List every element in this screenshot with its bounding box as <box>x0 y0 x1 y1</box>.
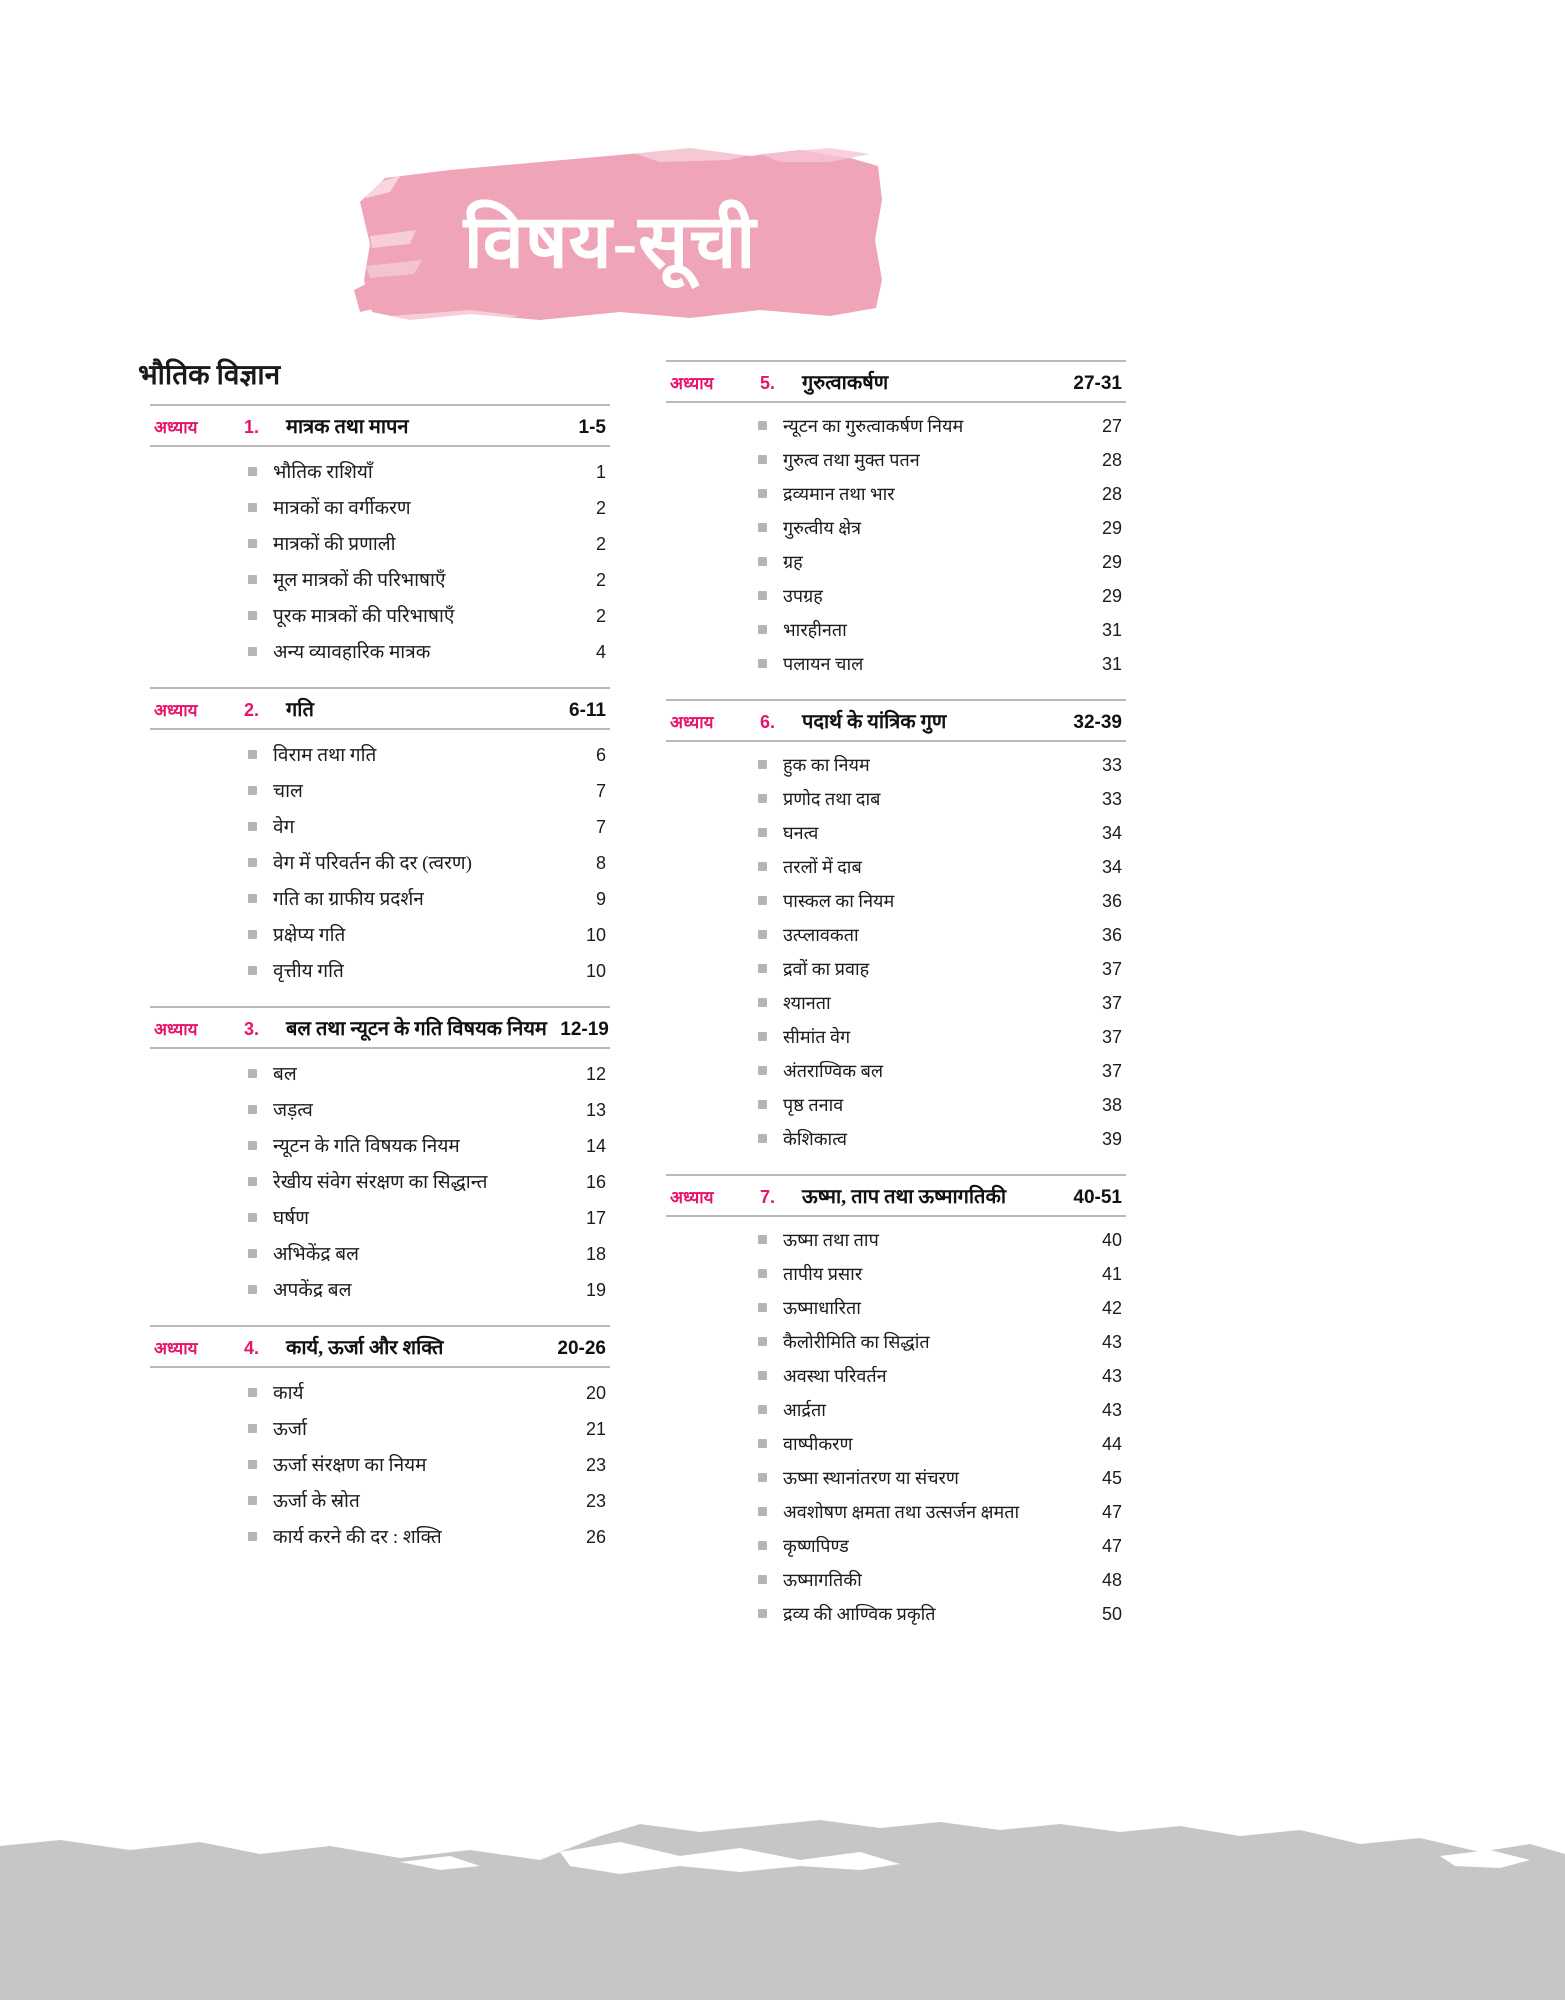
bullet-icon <box>758 625 767 634</box>
bullet-icon <box>758 1032 767 1041</box>
topic-page-number: 44 <box>1101 1434 1122 1454</box>
topic-label: कृष्णपिण्ड <box>783 1536 849 1556</box>
topic-label: रेखीय संवेग संरक्षण का सिद्धान्त <box>273 1172 488 1194</box>
bullet-icon <box>758 1405 767 1414</box>
title-banner <box>0 140 1565 335</box>
bullet-icon <box>758 862 767 871</box>
bullet-icon <box>758 1541 767 1550</box>
topic-page-number: 4 <box>595 642 606 663</box>
topic-label: अपकेंद्र बल <box>273 1280 352 1302</box>
topic-label: द्रवों का प्रवाह <box>783 959 870 979</box>
topic-page-number: 7 <box>595 781 606 802</box>
chapter-number: 4. <box>244 1338 260 1359</box>
topic-row[interactable] <box>666 816 1126 850</box>
topic-page-number: 10 <box>585 961 606 982</box>
topic-page-number: 17 <box>585 1208 606 1229</box>
topic-label: जड़त्व <box>273 1100 313 1122</box>
bullet-icon <box>248 1177 257 1186</box>
topic-page-number: 29 <box>1101 552 1122 572</box>
topic-label: भारहीनता <box>783 620 847 640</box>
topic-label: द्रव्यमान तथा भार <box>783 484 895 504</box>
chapter-page-range: 1-5 <box>578 417 606 439</box>
topic-page-number: 37 <box>1101 1061 1122 1081</box>
topic-label: श्यानता <box>783 993 831 1013</box>
topic-label: वाष्पीकरण <box>783 1434 853 1454</box>
topic-list <box>138 1055 610 1307</box>
bullet-icon <box>248 966 257 975</box>
topic-row[interactable] <box>150 1446 610 1482</box>
topic-page-number: 47 <box>1101 1502 1122 1522</box>
topic-page-number: 42 <box>1101 1298 1122 1318</box>
bullet-icon <box>758 421 767 430</box>
topic-row[interactable] <box>150 952 610 988</box>
topic-row[interactable] <box>666 511 1126 545</box>
topic-label: अवस्था परिवर्तन <box>783 1366 887 1386</box>
chapter-header-row[interactable] <box>150 404 610 447</box>
topic-page-number: 27 <box>1101 416 1122 436</box>
bullet-icon <box>758 760 767 769</box>
topic-page-number: 23 <box>585 1491 606 1512</box>
topic-label: अन्य व्यावहारिक मात्रक <box>273 642 431 664</box>
bullet-icon <box>248 539 257 548</box>
topic-page-number: 47 <box>1101 1536 1122 1556</box>
bullet-icon <box>758 1303 767 1312</box>
topic-row[interactable] <box>150 844 610 880</box>
topic-row[interactable] <box>666 1054 1126 1088</box>
topic-page-number: 28 <box>1101 484 1122 504</box>
chapter-header-row[interactable] <box>150 1006 610 1049</box>
topic-label: मात्रकों का वर्गीकरण <box>273 498 411 520</box>
bullet-icon <box>758 591 767 600</box>
topic-row[interactable] <box>150 597 610 633</box>
footer-decoration <box>0 1810 1565 2000</box>
topic-label: द्रव्य की आण्विक प्रकृति <box>783 1604 936 1624</box>
topic-row[interactable] <box>150 1518 610 1554</box>
topic-page-number: 2 <box>595 498 606 519</box>
topic-page-number: 40 <box>1101 1230 1122 1250</box>
topic-label: गुरुत्वीय क्षेत्र <box>783 518 862 538</box>
topic-row[interactable] <box>150 1055 610 1091</box>
bullet-icon <box>248 1460 257 1469</box>
bullet-icon <box>758 557 767 566</box>
topic-label: कार्य करने की दर : शक्ति <box>273 1527 442 1549</box>
chapter-title: गुरुत्वाकर्षण <box>802 372 889 394</box>
bullet-icon <box>758 1609 767 1618</box>
topic-list <box>138 453 610 669</box>
topic-page-number: 31 <box>1101 654 1122 674</box>
topic-page-number: 39 <box>1101 1129 1122 1149</box>
bullet-icon <box>758 1439 767 1448</box>
topic-label: पलायन चाल <box>783 654 864 674</box>
chapter-page-range: 32-39 <box>1073 712 1122 733</box>
topic-list <box>138 1374 610 1554</box>
topic-page-number: 9 <box>595 889 606 910</box>
topic-row[interactable] <box>666 1020 1126 1054</box>
bullet-icon <box>248 858 257 867</box>
chapter-number: 7. <box>760 1187 776 1207</box>
toc-right-column <box>654 360 1126 1649</box>
topic-label: कार्य <box>273 1383 304 1405</box>
topic-label: न्यूटन का गुरुत्वाकर्षण नियम <box>783 416 964 436</box>
page-title: विषय-सूची <box>463 201 757 284</box>
topic-page-number: 18 <box>585 1244 606 1265</box>
torn-paper-shape <box>0 1810 1565 2000</box>
topic-page-number: 45 <box>1101 1468 1122 1488</box>
bullet-icon <box>758 1575 767 1584</box>
topic-page-number: 20 <box>585 1383 606 1404</box>
chapter-number: 3. <box>244 1019 260 1040</box>
chapter-title: पदार्थ के यांत्रिक गुण <box>802 711 947 733</box>
topic-label: अवशोषण क्षमता तथा उत्सर्जन क्षमता <box>783 1502 1020 1522</box>
bullet-icon <box>758 523 767 532</box>
topic-label: वृत्तीय गति <box>273 961 344 983</box>
chapter-title: ऊष्मा, ताप तथा ऊष्मागतिकी <box>802 1186 1006 1208</box>
bullet-icon <box>248 1213 257 1222</box>
topic-row[interactable] <box>150 772 610 808</box>
chapter-title: कार्य, ऊर्जा और शक्ति <box>286 1337 444 1360</box>
bullet-icon <box>248 822 257 831</box>
topic-row[interactable] <box>150 1199 610 1235</box>
chapter-header-row[interactable] <box>666 360 1126 403</box>
bullet-icon <box>248 1141 257 1150</box>
chapter-label: अध्याय <box>154 1020 198 1040</box>
topic-label: पूरक मात्रकों की परिभाषाएँ <box>273 606 455 628</box>
bullet-icon <box>758 489 767 498</box>
topic-page-number: 34 <box>1101 857 1122 877</box>
topic-row[interactable] <box>666 1223 1126 1257</box>
chapter-label: अध्याय <box>670 374 714 393</box>
topic-row[interactable] <box>150 1410 610 1446</box>
topic-row[interactable] <box>666 748 1126 782</box>
bullet-icon <box>248 1249 257 1258</box>
bullet-icon <box>758 1371 767 1380</box>
chapter-number: 5. <box>760 373 776 393</box>
bullet-icon <box>758 1066 767 1075</box>
topic-row[interactable] <box>150 1271 610 1307</box>
bullet-icon <box>758 998 767 1007</box>
topic-page-number: 29 <box>1101 586 1122 606</box>
topic-row[interactable] <box>150 1127 610 1163</box>
topic-page-number: 50 <box>1101 1604 1122 1624</box>
topic-row[interactable] <box>150 453 610 489</box>
topic-row[interactable] <box>150 916 610 952</box>
topic-page-number: 21 <box>585 1419 606 1440</box>
chapter-page-range: 40-51 <box>1073 1187 1122 1208</box>
bullet-icon <box>758 896 767 905</box>
topic-label: प्रक्षेप्य गति <box>273 925 346 947</box>
topic-page-number: 43 <box>1101 1332 1122 1352</box>
chapter-number: 1. <box>244 417 260 438</box>
chapter-page-range: 12-19 <box>560 1019 609 1041</box>
topic-page-number: 12 <box>585 1064 606 1085</box>
bullet-icon <box>248 647 257 656</box>
topic-label: चाल <box>273 781 303 803</box>
topic-page-number: 14 <box>585 1136 606 1157</box>
chapter-title: गति <box>286 699 314 722</box>
topic-label: मात्रकों की प्रणाली <box>273 534 396 556</box>
topic-row[interactable] <box>666 1393 1126 1427</box>
bullet-icon <box>248 1532 257 1541</box>
topic-row[interactable] <box>666 443 1126 477</box>
bullet-icon <box>758 964 767 973</box>
topic-page-number: 10 <box>585 925 606 946</box>
bullet-icon <box>758 1473 767 1482</box>
bullet-icon <box>248 611 257 620</box>
toc-left-column <box>138 360 610 1572</box>
topic-row[interactable] <box>666 1597 1126 1631</box>
topic-label: पृष्ठ तनाव <box>783 1095 844 1115</box>
topic-label: गुरुत्व तथा मुक्त पतन <box>783 450 920 470</box>
bullet-icon <box>758 1337 767 1346</box>
topic-row[interactable] <box>150 736 610 772</box>
topic-page-number: 33 <box>1101 789 1122 809</box>
topic-list <box>138 736 610 988</box>
topic-page-number: 1 <box>595 462 606 483</box>
topic-label: ऊर्जा के स्रोत <box>273 1491 360 1513</box>
topic-label: गति का ग्राफीय प्रदर्शन <box>273 889 424 911</box>
topic-row[interactable] <box>150 489 610 525</box>
topic-page-number: 7 <box>595 817 606 838</box>
topic-label: ऊष्मा स्थानांतरण या संचरण <box>783 1468 959 1488</box>
chapter-header-row[interactable] <box>666 1174 1126 1217</box>
topic-row[interactable] <box>666 918 1126 952</box>
chapter-page-range: 20-26 <box>557 1338 606 1360</box>
topic-page-number: 29 <box>1101 518 1122 538</box>
topic-label: ऊर्जा संरक्षण का नियम <box>273 1455 427 1477</box>
topic-page-number: 36 <box>1101 891 1122 911</box>
topic-page-number: 2 <box>595 570 606 591</box>
topic-label: अभिकेंद्र बल <box>273 1244 359 1266</box>
topic-label: उपग्रह <box>783 586 823 606</box>
topic-label: ऊष्मागतिकी <box>783 1570 862 1590</box>
bullet-icon <box>758 1507 767 1516</box>
chapter-label: अध्याय <box>670 713 714 732</box>
topic-row[interactable] <box>666 1325 1126 1359</box>
topic-row[interactable] <box>150 1235 610 1271</box>
bullet-icon <box>248 467 257 476</box>
bullet-icon <box>248 1424 257 1433</box>
topic-row[interactable] <box>150 1374 610 1410</box>
topic-row[interactable] <box>666 1461 1126 1495</box>
chapter-label: अध्याय <box>154 1339 198 1359</box>
topic-row[interactable] <box>666 545 1126 579</box>
topic-label: कैलोरीमिति का सिद्धांत <box>783 1332 930 1352</box>
topic-label: तरलों में दाब <box>783 857 862 877</box>
topic-label: विराम तथा गति <box>273 745 377 767</box>
bullet-icon <box>758 659 767 668</box>
topic-page-number: 43 <box>1101 1366 1122 1386</box>
topic-page-number: 23 <box>585 1455 606 1476</box>
bullet-icon <box>248 575 257 584</box>
bullet-icon <box>248 786 257 795</box>
topic-label: प्रणोद तथा दाब <box>783 789 881 809</box>
topic-page-number: 16 <box>585 1172 606 1193</box>
topic-page-number: 43 <box>1101 1400 1122 1420</box>
topic-label: केशिकात्व <box>783 1129 847 1149</box>
bullet-icon <box>758 828 767 837</box>
topic-row[interactable] <box>666 1088 1126 1122</box>
topic-page-number: 41 <box>1101 1264 1122 1284</box>
bullet-icon <box>248 1105 257 1114</box>
bullet-icon <box>758 1269 767 1278</box>
topic-page-number: 6 <box>595 745 606 766</box>
chapter-header-row[interactable] <box>150 687 610 730</box>
topic-page-number: 33 <box>1101 755 1122 775</box>
bullet-icon <box>758 1134 767 1143</box>
topic-row[interactable] <box>150 633 610 669</box>
topic-page-number: 36 <box>1101 925 1122 945</box>
topic-label: हुक का नियम <box>783 755 870 775</box>
topic-row[interactable] <box>666 1122 1126 1156</box>
bullet-icon <box>758 455 767 464</box>
topic-row[interactable] <box>666 1359 1126 1393</box>
topic-row[interactable] <box>150 1482 610 1518</box>
chapter-header-row[interactable] <box>666 699 1126 742</box>
topic-label: घर्षण <box>273 1208 309 1230</box>
bullet-icon <box>248 503 257 512</box>
chapter-label: अध्याय <box>154 701 198 721</box>
topic-label: वेग <box>273 817 295 839</box>
chapter-block <box>138 687 610 988</box>
topic-list <box>654 409 1126 681</box>
topic-page-number: 2 <box>595 606 606 627</box>
chapter-page-range: 27-31 <box>1073 373 1122 394</box>
topic-page-number: 38 <box>1101 1095 1122 1115</box>
topic-row[interactable] <box>666 1563 1126 1597</box>
topic-row[interactable] <box>666 1495 1126 1529</box>
topic-row[interactable] <box>666 613 1126 647</box>
topic-list <box>654 1223 1126 1631</box>
topic-label: पास्कल का नियम <box>783 891 895 911</box>
bullet-icon <box>248 1069 257 1078</box>
topic-page-number: 34 <box>1101 823 1122 843</box>
topic-row[interactable] <box>666 884 1126 918</box>
topic-row[interactable] <box>666 1427 1126 1461</box>
topic-row[interactable] <box>666 986 1126 1020</box>
topic-row[interactable] <box>150 1163 610 1199</box>
topic-row[interactable] <box>150 880 610 916</box>
topic-label: वेग में परिवर्तन की दर (त्वरण) <box>273 853 472 875</box>
chapter-block <box>654 360 1126 681</box>
bullet-icon <box>248 1285 257 1294</box>
topic-row[interactable] <box>666 850 1126 884</box>
chapter-block <box>654 699 1126 1156</box>
topic-page-number: 8 <box>595 853 606 874</box>
topic-label: ऊष्माधारिता <box>783 1298 861 1318</box>
topic-label: ऊष्मा तथा ताप <box>783 1230 879 1250</box>
bullet-icon <box>248 1388 257 1397</box>
topic-row[interactable] <box>666 409 1126 443</box>
chapter-block <box>138 1325 610 1554</box>
topic-label: न्यूटन के गति विषयक नियम <box>273 1136 460 1158</box>
topic-page-number: 19 <box>585 1280 606 1301</box>
topic-row[interactable] <box>150 561 610 597</box>
topic-row[interactable] <box>666 1291 1126 1325</box>
topic-row[interactable] <box>666 1257 1126 1291</box>
topic-row[interactable] <box>666 579 1126 613</box>
topic-row[interactable] <box>150 1091 610 1127</box>
topic-label: तापीय प्रसार <box>783 1264 863 1284</box>
chapter-block <box>138 404 610 669</box>
topic-label: बल <box>273 1064 297 1086</box>
chapter-header-row[interactable] <box>150 1325 610 1368</box>
topic-page-number: 37 <box>1101 993 1122 1013</box>
topic-page-number: 37 <box>1101 1027 1122 1047</box>
topic-row[interactable] <box>666 477 1126 511</box>
bullet-icon <box>248 894 257 903</box>
topic-page-number: 28 <box>1101 450 1122 470</box>
topic-page-number: 37 <box>1101 959 1122 979</box>
bullet-icon <box>248 930 257 939</box>
topic-page-number: 26 <box>585 1527 606 1548</box>
chapter-title: मात्रक तथा मापन <box>286 416 409 439</box>
chapter-number: 2. <box>244 700 260 721</box>
topic-page-number: 48 <box>1101 1570 1122 1590</box>
topic-page-number: 13 <box>585 1100 606 1121</box>
chapter-title: बल तथा न्यूटन के गति विषयक नियम <box>286 1018 547 1041</box>
bullet-icon <box>758 794 767 803</box>
topic-label: आर्द्रता <box>783 1400 826 1420</box>
topic-page-number: 31 <box>1101 620 1122 640</box>
chapter-label: अध्याय <box>154 418 198 438</box>
chapter-page-range: 6-11 <box>569 700 606 722</box>
topic-label: ऊर्जा <box>273 1419 307 1441</box>
topic-label: उत्प्लावकता <box>783 925 859 945</box>
chapter-block <box>654 1174 1126 1631</box>
topic-label: मूल मात्रकों की परिभाषाएँ <box>273 570 446 592</box>
topic-label: घनत्व <box>783 823 819 843</box>
bullet-icon <box>248 750 257 759</box>
toc-columns <box>0 360 1565 1649</box>
chapter-label: अध्याय <box>670 1188 714 1207</box>
topic-label: ग्रह <box>783 552 803 572</box>
topic-label: भौतिक राशियाँ <box>273 462 373 484</box>
topic-row[interactable] <box>666 952 1126 986</box>
topic-row[interactable] <box>666 1529 1126 1563</box>
subject-heading: भौतिक विज्ञान <box>138 360 281 391</box>
bullet-icon <box>758 1100 767 1109</box>
chapter-number: 6. <box>760 712 776 732</box>
bullet-icon <box>758 930 767 939</box>
topic-label: अंतराण्विक बल <box>783 1061 884 1081</box>
chapter-block <box>138 1006 610 1307</box>
topic-row[interactable] <box>666 647 1126 681</box>
bullet-icon <box>248 1496 257 1505</box>
topic-row[interactable] <box>150 525 610 561</box>
topic-label: सीमांत वेग <box>783 1027 851 1047</box>
topic-page-number: 2 <box>595 534 606 555</box>
topic-row[interactable] <box>666 782 1126 816</box>
topic-list <box>654 748 1126 1156</box>
bullet-icon <box>758 1235 767 1244</box>
topic-row[interactable] <box>150 808 610 844</box>
